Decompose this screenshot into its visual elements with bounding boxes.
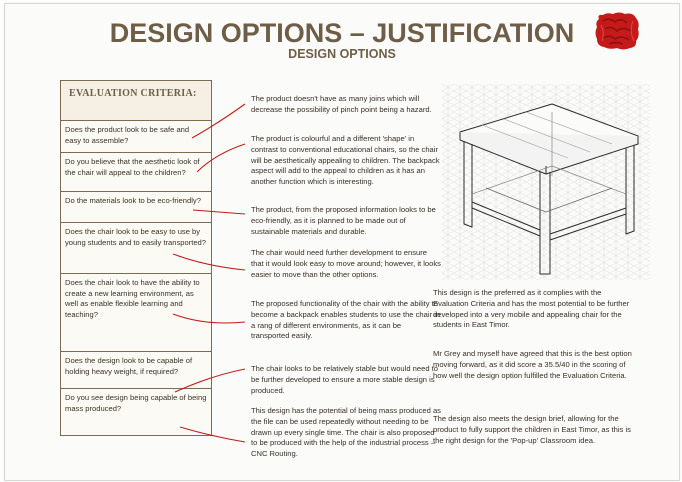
criteria-item: Does the chair look to be easy to use by young students and to easily transported?	[61, 223, 211, 274]
chair-sketch	[442, 84, 650, 280]
criteria-item: Do the materials look to be eco-friendly?	[61, 192, 211, 223]
criteria-item: Does the design look to be capable of holding heavy weight, if required?	[61, 352, 211, 389]
criteria-item: Does the product look to be safe and easy to assemble?	[61, 121, 211, 153]
justification-paragraph: The product, from the proposed information looks to be eco-friendly, as it is planned to be made out of sustainable materials and durable.	[251, 205, 436, 236]
conclusion-paragraph: The design also meets the design brief, allowing for the product to fully support the children in East Timor, as this is the right design for the 'Pop-up' Classroom idea.	[433, 414, 631, 445]
page-subtitle: DESIGN OPTIONS	[288, 47, 396, 61]
justification-paragraph: The product doesn't have as many joins which will decrease the possibility of pinch point being a hazard.	[251, 94, 432, 114]
document-page	[4, 3, 680, 481]
criteria-item: Does the chair look to have the ability to create a new learning environment, as well as enable flexible learning and teaching?	[61, 274, 211, 352]
justification-paragraph: The product is colourful and a different 'shape' in contrast to conventional educational chairs, so the chair will be aesthetically appealing to children. The backpack aspect will add to the appeal to children as it has an another function which is interesting.	[251, 134, 440, 187]
justification-paragraph: The proposed functionality of the chair with the ability to become a backpack enables students to use the chair in a rang of different environments, as it can be transported easily.	[251, 299, 441, 341]
logo-icon	[593, 11, 641, 51]
justification-paragraph: The chair looks to be relatively stable but would need to be further developed to ensure a more stable design is produced.	[251, 364, 438, 395]
criteria-item: Do you believe that the aesthetic look of the chair will appeal to the children?	[61, 153, 211, 192]
page-title: DESIGN OPTIONS – JUSTIFICATION	[109, 18, 575, 48]
justification-paragraph: The chair would need further development to ensure that it would look easy to move around; however, it looks easier to move than the other options.	[251, 248, 441, 279]
criteria-item: Do you see design being capable of being mass produced?	[65, 393, 207, 413]
conclusion-paragraph: Mr Grey and myself have agreed that this is the best option moving forward, as it did score a 35.5/40 in the scoring of how well the design option fulfilled the Evaluation Criteria.	[433, 349, 632, 380]
justification-paragraph: This design has the potential of being mass produced as the file can be used repeatedly without needing to be drawn up every single time. The chair is also proposed to be produced with the help of the industrial process – CNC Routing.	[251, 406, 441, 459]
criteria-heading: EVALUATION CRITERIA:	[61, 81, 211, 121]
evaluation-criteria-panel	[60, 80, 212, 436]
conclusion-paragraph: This design is the preferred as it complies with the Evaluation Criteria and has the most potential to be further developed into a very mobile and appealing chair for the students in East Timor.	[433, 288, 630, 330]
